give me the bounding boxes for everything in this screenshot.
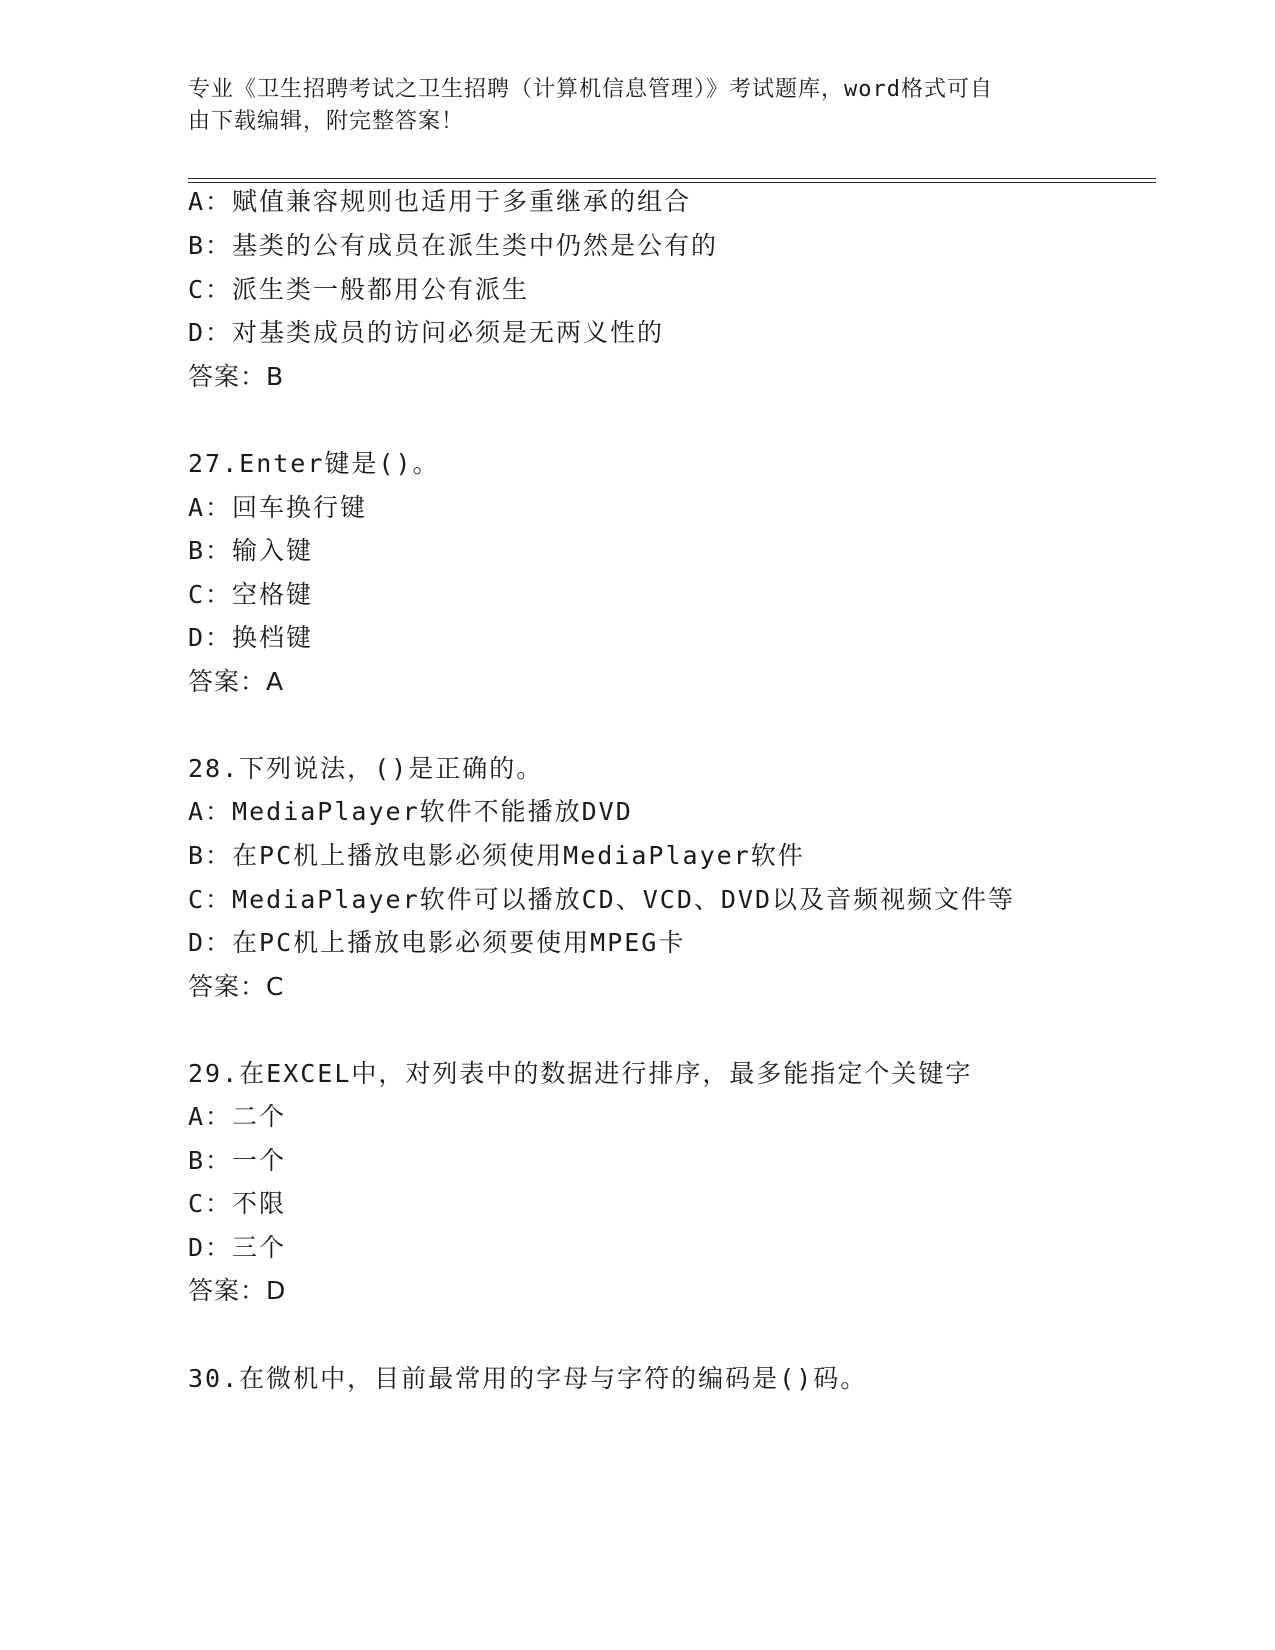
q27-question: 27.Enter键是()。: [188, 449, 440, 478]
q27-option-b: B：输入键: [188, 536, 314, 565]
q26-option-b: B：基类的公有成员在派生类中仍然是公有的: [188, 231, 719, 260]
q27-option-c: C：空格键: [188, 580, 314, 609]
header-divider: [188, 178, 1156, 183]
q27-answer: 答案：A: [188, 667, 285, 696]
q26-option-d: D：对基类成员的访问必须是无两义性的: [188, 318, 665, 347]
header-line-1: 专业《卫生招聘考试之卫生招聘（计算机信息管理）》考试题库，word格式可自: [188, 77, 993, 102]
q29-option-c: C：不限: [188, 1189, 287, 1218]
q26-answer: 答案：B: [188, 362, 285, 391]
header-line-2: 由下载编辑，附完整答案！: [188, 109, 465, 134]
document-header: [188, 74, 1088, 138]
q28-option-b: B：在PC机上播放电影必须使用MediaPlayer软件: [188, 841, 805, 870]
q29-option-d: D：三个: [188, 1233, 287, 1262]
q26-option-c: C：派生类一般都用公有派生: [188, 275, 530, 304]
q28-option-a: A：MediaPlayer软件不能播放DVD: [188, 797, 633, 826]
q27-option-a: A：回车换行键: [188, 493, 368, 522]
q27-option-d: D：换档键: [188, 623, 314, 652]
q29-option-a: A：二个: [188, 1102, 287, 1131]
q28-option-d: D：在PC机上播放电影必须要使用MPEG卡: [188, 928, 686, 957]
q28-option-c: C：MediaPlayer软件可以播放CD、VCD、DVD以及音频视频文件等: [188, 885, 1016, 914]
q29-question: 29.在EXCEL中，对列表中的数据进行排序，最多能指定个关键字: [188, 1059, 973, 1088]
q29-option-b: B：一个: [188, 1146, 287, 1175]
q30-question: 30.在微机中，目前最常用的字母与字符的编码是()码。: [188, 1364, 868, 1393]
q28-answer: 答案：C: [188, 972, 285, 1001]
q28-question: 28.下列说法，()是正确的。: [188, 754, 544, 783]
q29-answer: 答案：D: [188, 1276, 287, 1305]
q26-option-a: A：赋值兼容规则也适用于多重继承的组合: [188, 187, 692, 216]
